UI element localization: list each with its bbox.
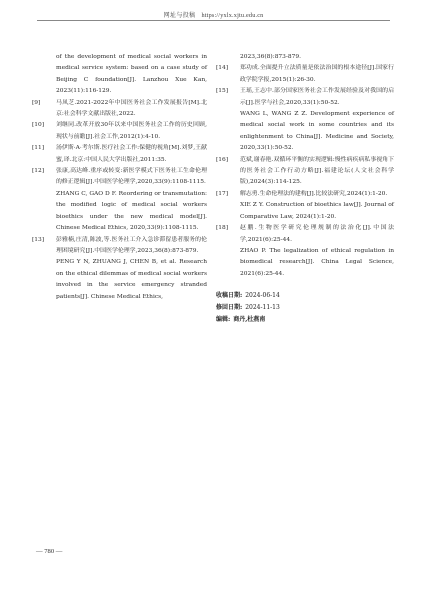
page-header [0,0,427,38]
reference-text: PENG Y N, ZHUANG J, CHEN B, et al. Research on the ethical dilemmas of medical social workers involved in the service emergency stranded patients[J]. Chinese Medical Ethics, [56,259,207,300]
reference-text: 2023,36(8):873-879. [240,54,302,60]
reference-text: WANG L, WANG Z Z. Development experience of medical social work in some countries and its enlightenment to China[J]. Medicine and Society, 2020,33(1):50-52. [240,111,394,152]
reference-number: [15] [216,88,229,95]
reference-text: 郑功成.全面提升立法质量是依法治国的根本途径[J].国家行政学院学报,2015(1):26-30. [240,65,394,83]
left-column [32,52,207,303]
reference-text: 张康,高达峰.重序或转变:新医学模式下医务社工生命伦理的修正逻辑[J].中国医学伦理学,2020,33(9):1108-1115. [56,168,207,186]
reference-number: [17] [216,190,229,197]
revised-date-value: 2024-11-13 [245,304,280,312]
reference-item [216,189,394,200]
reference-text: ZHANG C, GAO D F. Reordering or transmutation: the modified logic of medical social workers bioethics under the new medical model[J]. Chinese Medical Ethics, 2020,33(9):1108-1115. [56,190,207,232]
received-date-row [216,290,394,302]
reference-text: 范斌,谢春艳.双循环平衡的实现逻辑:慢性病疾病私事视角下的医务社会工作行动方略[J].福建论坛(人文社会科学版),2024(3):114-125. [240,156,394,186]
reference-text: 赵鹏.生物医学研究伦理规制的法治化[J].中国法学,2021(6):25-44. [240,225,394,243]
reference-number: [16] [216,156,229,163]
reference-text: 彭雅楠,庄清,陈波,等.医务社工介入急诊滞留患者服务的伦理困境研究[J].中国医学伦理学,2023,36(8):873-879. [56,236,207,254]
revised-date-row [216,302,394,314]
reference-item [216,109,394,155]
reference-text: of the development of medical social workers in medical service system: based on a case study of Beijing C foundation[J]. Lanzhou Xue Kan, 2023(11):116-129. [56,54,207,95]
reference-text: 马凤芝.2021-2022年中国医务社会工作发展报告[M].北京:社会科学文献出版社,2022. [56,99,207,118]
reference-text: XIE Z Y. Construction of bioethics law[J]. Journal of Comparative Law, 2024(1):1-20. [240,202,394,220]
editor-label: 编辑: [216,316,231,324]
editor-value: 商丹,杜燕南 [233,316,266,324]
reference-text: 王瑶,王志中.部分国家医务社会工作发展经验及对我国的启示[J].医学与社会,2020,33(1):50-52. [240,88,394,106]
reference-number: [9] [32,99,41,106]
revised-date-label: 修回日期: [216,304,243,312]
reference-number: [11] [32,145,45,152]
journal-url[interactable]: https://yxlx.xjtu.edu.cn [201,12,264,19]
right-column [216,52,394,326]
reference-number: [12] [32,168,45,175]
reference-item [216,223,394,246]
journal-name: 网址与投稿 [163,12,196,19]
reference-item [32,235,207,258]
reference-item [216,155,394,189]
header-divider [37,20,390,21]
reference-item [32,120,207,143]
reference-item [216,200,394,223]
received-date-label: 收稿日期: [216,292,243,300]
reference-item [216,52,394,63]
reference-item [32,143,207,166]
reference-text: 汤伊斯·A·考尔斯.医疗社会工作:保健的视角[M].刘梦,王献蜜,译.北京:中国人民大学出版社,2011:35. [56,145,207,163]
reference-text: 解志勇.生命伦理法的建构[J].比较法研究,2024(1):1-20. [240,190,388,197]
reference-number: [18] [216,225,229,232]
reference-item [32,98,207,121]
reference-item [32,257,207,303]
reference-text: 刘继同.改革开放30年以来中国医务社会工作的历史回顾,现状与前瞻[J].社会工作,2012(1):4-10. [56,122,207,140]
reference-item [32,52,207,98]
reference-number: [13] [32,236,45,243]
reference-item [216,63,394,86]
received-date-value: 2024-06-14 [245,292,280,300]
page-number: — 780 — [36,548,63,555]
header-text [164,10,264,19]
reference-number: [10] [32,122,45,129]
reference-item [32,166,207,189]
reference-text: ZHAO P. The legalization of ethical regulation in biomedical research[J]. China Legal Science, 2021(6):25-44. [240,247,394,277]
article-meta [216,290,394,326]
reference-item [32,189,207,235]
editor-row [216,314,394,326]
reference-number: [14] [216,65,229,72]
reference-item [216,86,394,109]
reference-item [216,246,394,280]
